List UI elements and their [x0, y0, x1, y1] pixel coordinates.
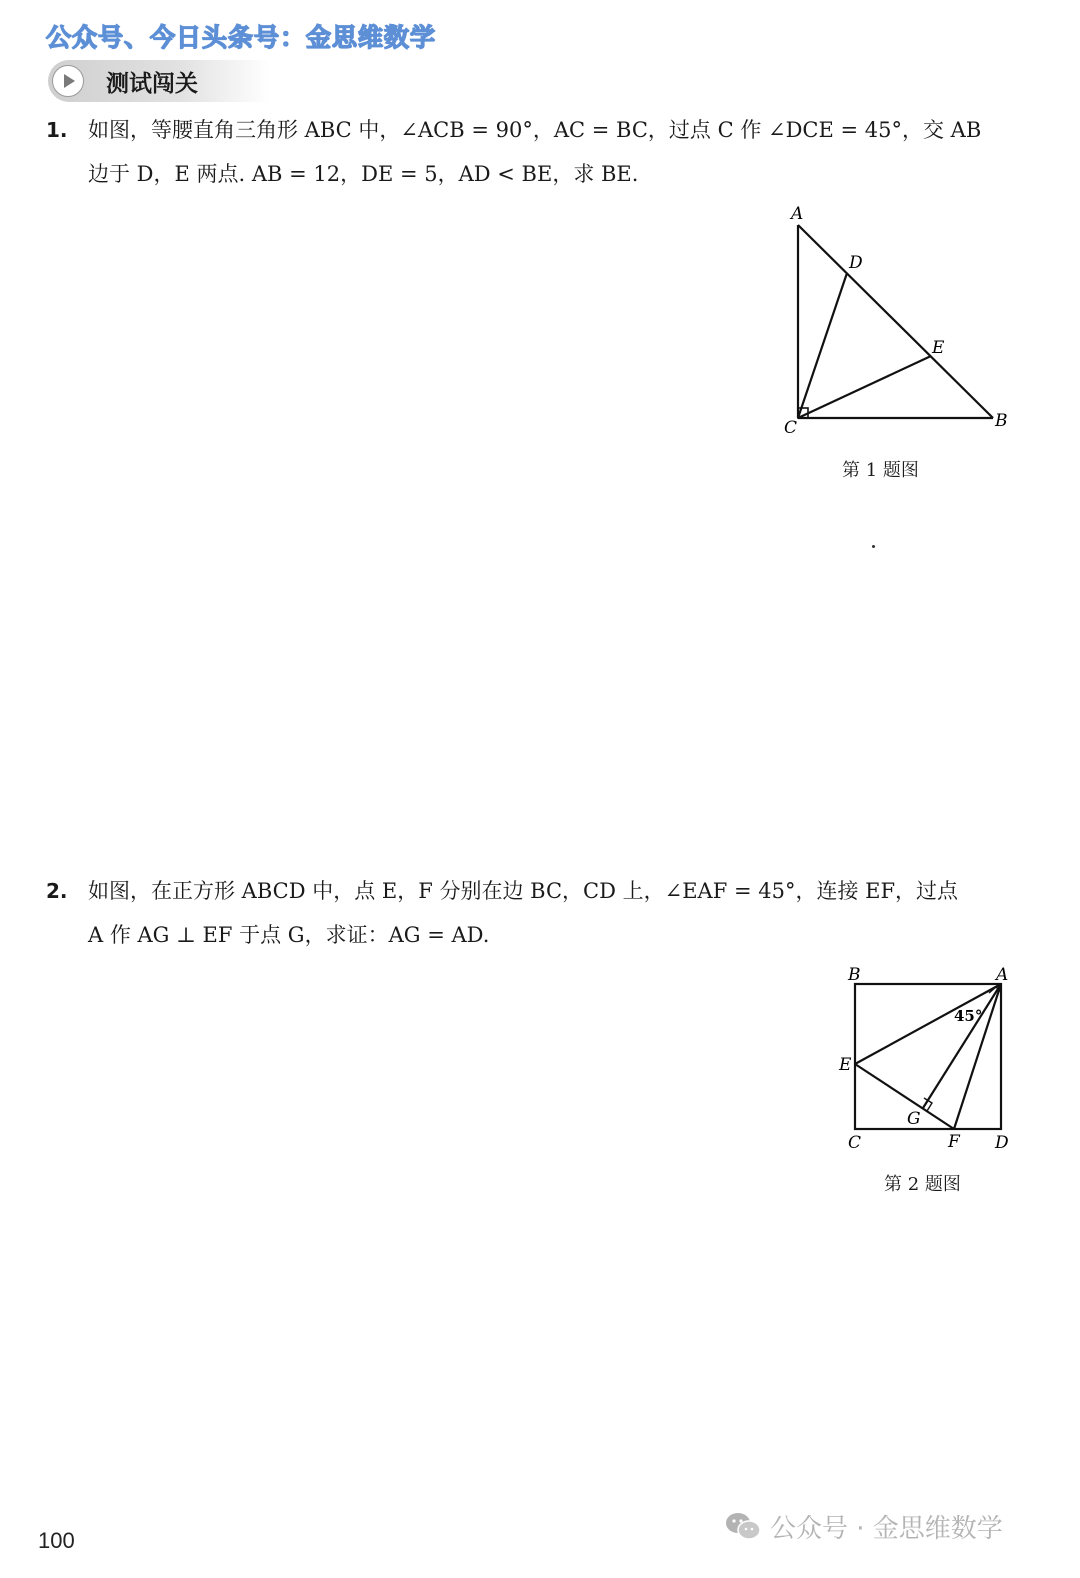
section-title: 测试闯关: [106, 71, 198, 97]
problem-text-line: 如图，在正方形 ABCD 中，点 E，F 分别在边 BC，CD 上，∠EAF = 45°，连接 EF，过点: [88, 879, 959, 903]
problem-number: 2.: [46, 879, 68, 903]
problem-text-line: 如图，等腰直角三角形 ABC 中，∠ACB = 90°，AC = BC，过点 C 作 ∠DCE = 45°，交 AB: [88, 118, 982, 142]
point-label-d: D: [995, 1133, 1009, 1153]
header-source-line: 公众号、今日头条号：金思维数学: [46, 23, 437, 52]
point-label-c: C: [784, 418, 798, 438]
play-icon: [52, 65, 84, 97]
segment-ef: [855, 1064, 954, 1129]
point-label-a: A: [996, 965, 1009, 985]
square-abcd: [855, 984, 1001, 1129]
page-number: 100: [38, 1528, 75, 1553]
segment-ab: [798, 225, 993, 418]
segment-ce: [798, 356, 931, 418]
point-label-d: D: [849, 253, 863, 273]
figure-2-square: [830, 960, 1020, 1160]
point-label-b: B: [848, 965, 861, 985]
point-label-f: F: [948, 1132, 960, 1152]
point-label-e: E: [839, 1055, 852, 1075]
wechat-icon: [724, 1510, 762, 1542]
angle-label-45: 45°: [954, 1007, 983, 1025]
point-label-a: A: [791, 204, 804, 224]
problem-1: [46, 108, 1012, 196]
problem-text-line: 边于 D，E 两点. AB = 12，DE = 5，AD < BE，求 BE.: [88, 162, 639, 186]
watermark: [724, 1506, 1003, 1546]
figure-1-triangle: [770, 200, 1020, 440]
figure-2-caption: 第 2 题图: [884, 1174, 961, 1195]
point-label-b: B: [995, 411, 1008, 431]
section-banner: [48, 60, 270, 102]
figure-1-caption: 第 1 题图: [842, 460, 919, 481]
segment-ag: [923, 984, 1001, 1108]
watermark-text: 公众号 · 金思维数学: [770, 1513, 1003, 1544]
problem-number: 1.: [46, 118, 68, 142]
point-label-e: E: [932, 338, 945, 358]
print-speck: [872, 545, 875, 548]
point-label-c: C: [848, 1133, 862, 1153]
problem-text-line: A 作 AG ⊥ EF 于点 G，求证：AG = AD.: [88, 923, 490, 947]
point-label-g: G: [907, 1109, 921, 1129]
segment-cd: [798, 273, 847, 418]
problem-2: [46, 869, 1012, 957]
